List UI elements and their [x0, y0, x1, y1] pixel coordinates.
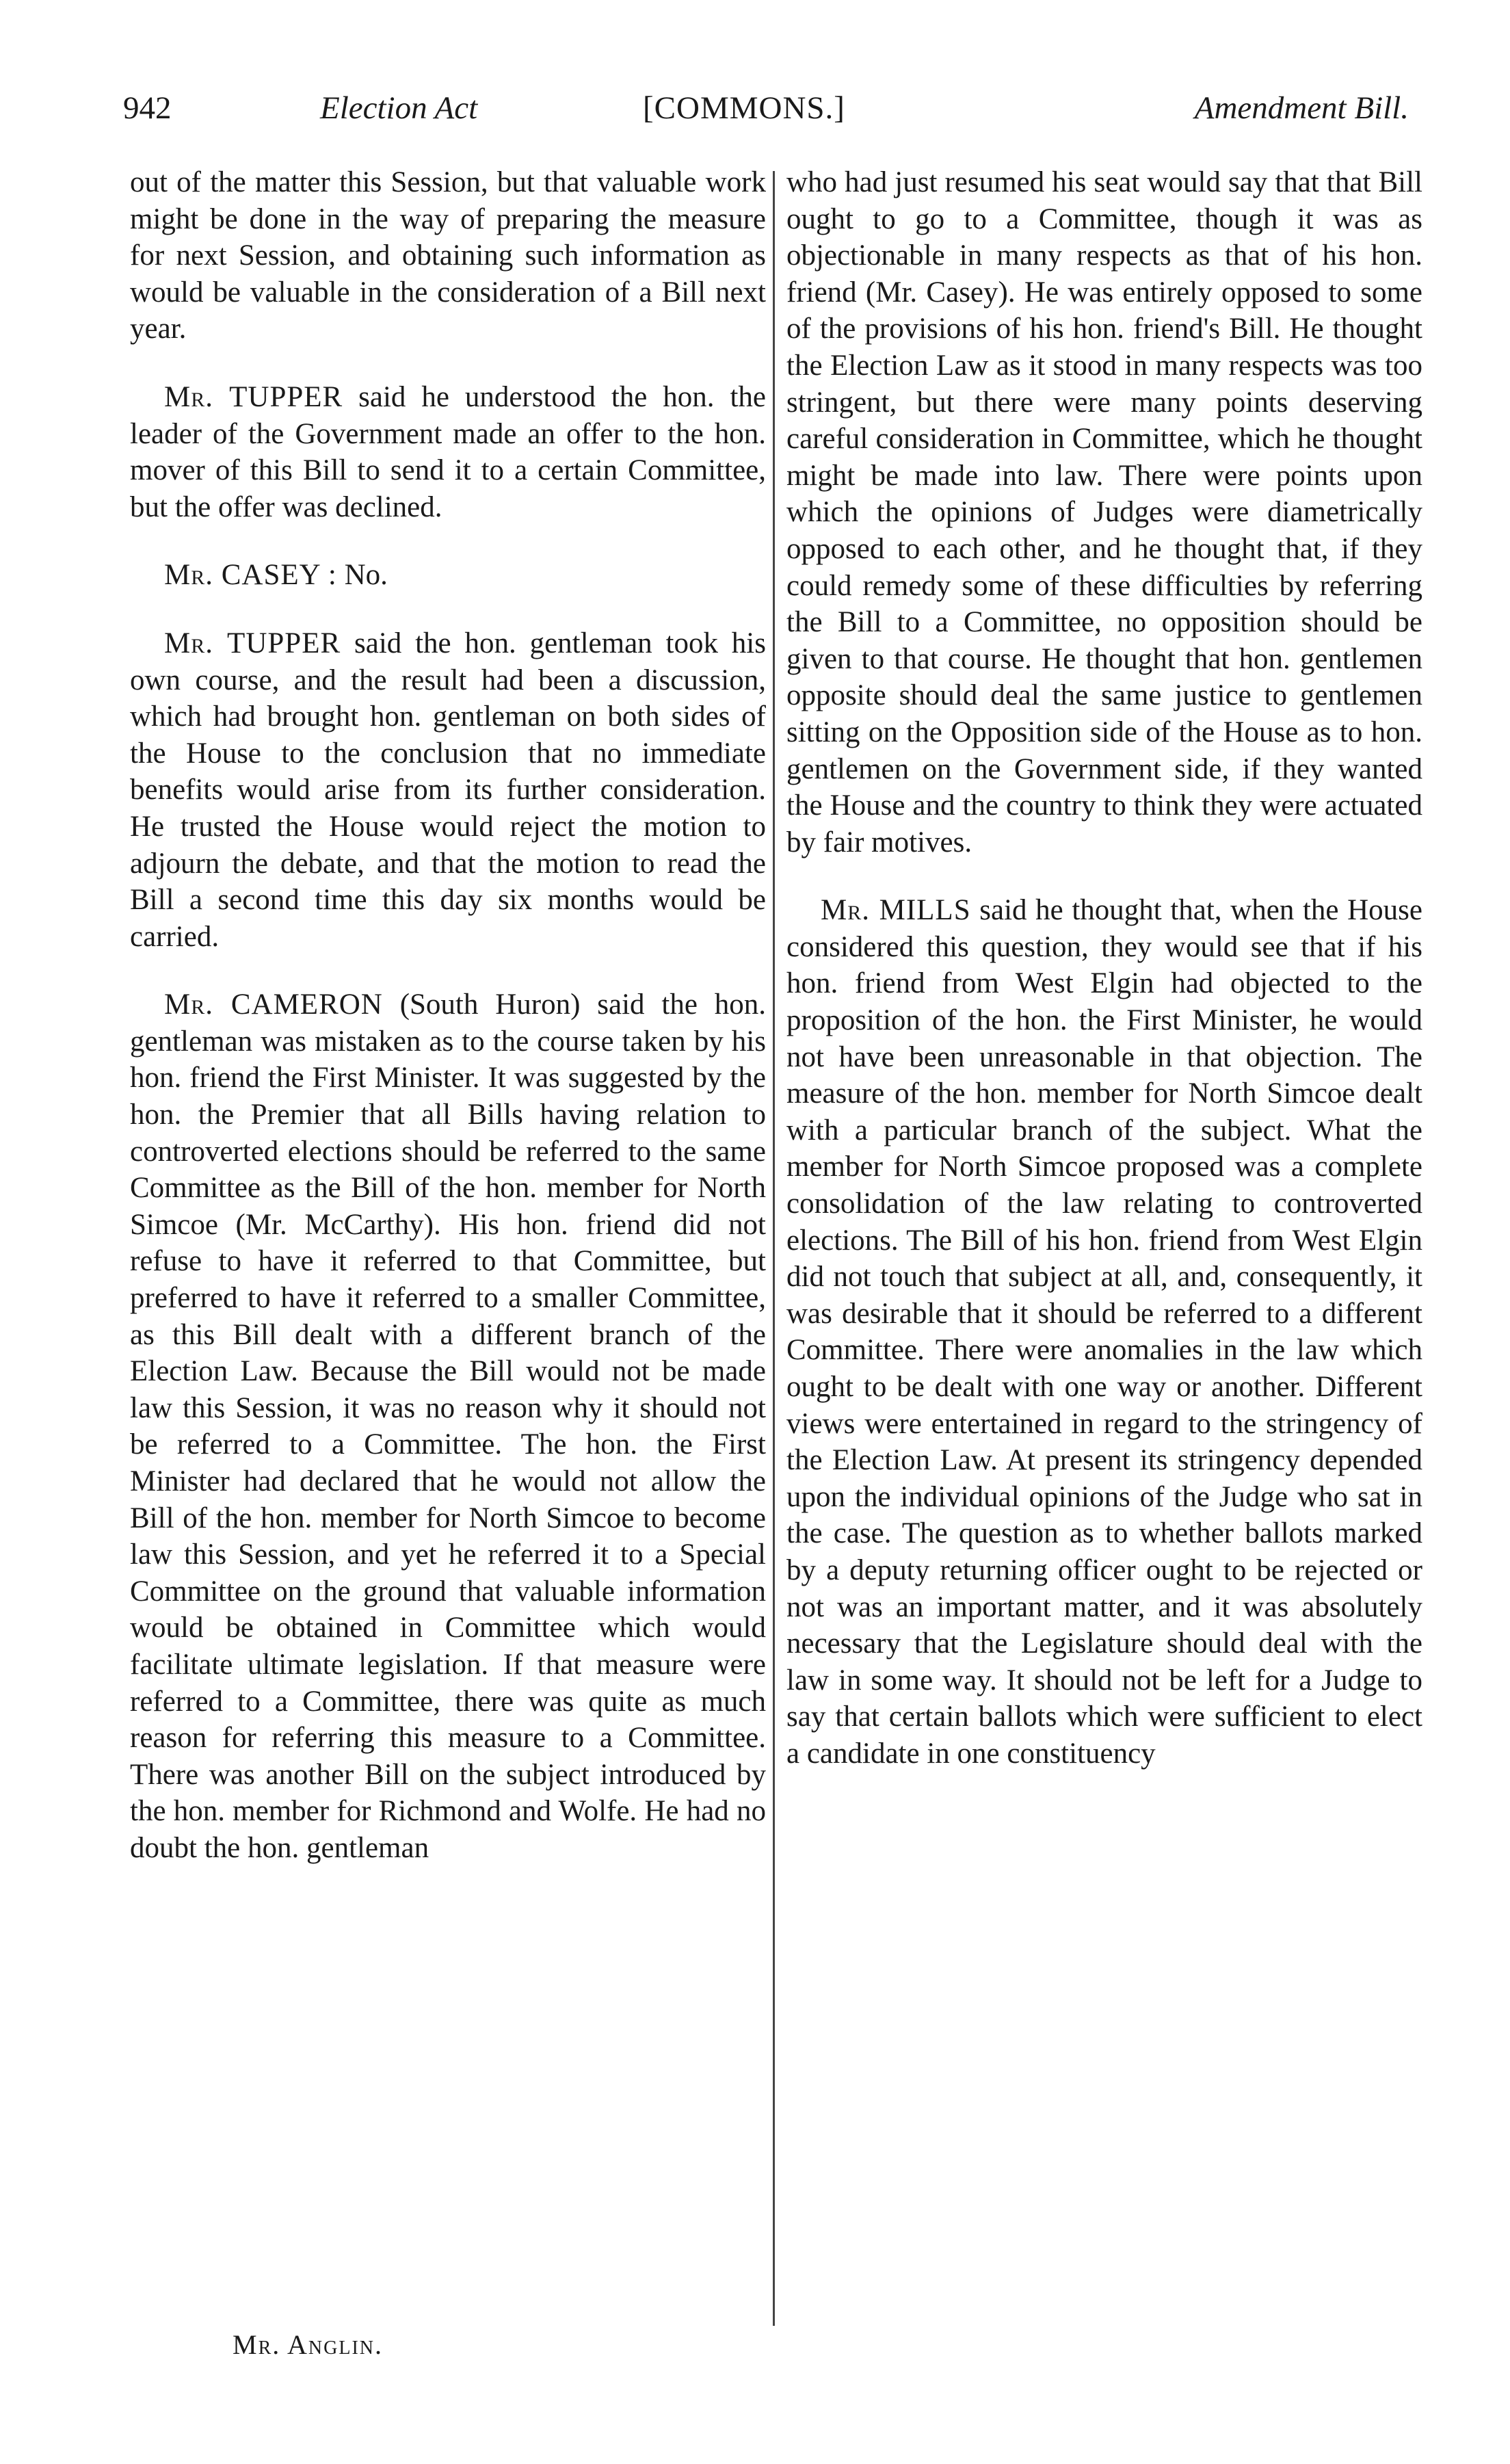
speaker-name: Mr. CASEY : [164, 559, 337, 592]
speaker-name: Mr. CAMERON [164, 988, 383, 1021]
speech-paragraph [130, 625, 766, 955]
speech-text: said he understood the hon. the leader of the Government made an offer to the hon. mover of this Bill to send it to a certain Committee, but the offer was declined. [130, 380, 766, 523]
speech-paragraph [130, 557, 766, 594]
speaker-name: Mr. MILLS [821, 894, 971, 927]
speech-text: No. [344, 559, 388, 592]
page-header [123, 88, 1409, 142]
paragraph-text: who had just resumed his seat would say that that Bill ought to go to a Committee, though it was as objectionable in many respects as that of his hon. friend (Mr. Casey). He was entirely opposed to some of the provisions of his hon. friend's Bill. He thought the Election Law as it stood in many respects was too stringent, but there were many points deserving careful consideration in Committee, which he thought might be made into law. There were points upon which the opinions of Judges were diametrically opposed to each other, and he thought that, if they could remedy some of these difficulties by referring the Bill to a Committee, no opposition should be given to that course. He thought that hon. gentlemen opposite should deal the same justice to gentlemen sitting on the Opposition side of the House as to hon. gentlemen on the Government side, if they wanted the House and the country to think they were actuated by fair motives. [786, 166, 1422, 859]
speaker-name: Mr. TUPPER [164, 627, 341, 659]
paragraph-text: out of the matter this Session, but that valuable work might be done in the way of preparing the measure for next Session, and obtaining such information as would be valuable in the consideration of a Bill next year. [130, 166, 766, 345]
page-number: 942 [123, 90, 172, 126]
running-title-right: Amendment Bill. [1194, 90, 1409, 126]
speech-paragraph [130, 986, 766, 1866]
speech-paragraph [786, 892, 1422, 1772]
running-title-left: Election Act [320, 90, 478, 126]
right-column [786, 164, 1422, 1804]
speaker-name: Mr. TUPPER [164, 380, 343, 413]
paragraph [786, 164, 1422, 861]
catchword: Mr. Anglin. [233, 2329, 384, 2360]
column-divider [773, 171, 775, 2326]
speech-paragraph [130, 379, 766, 525]
speech-text: (South Huron) said the hon. gentleman was mistaken as to the course taken by his hon. friend the First Minister. It was suggested by the hon. the Premier that all Bills having relation to controverted elections should be referred to the same Committee as the Bill of the hon. member for North Simcoe (Mr. McCarthy). His hon. friend did not refuse to have it referred to that Committee, but preferred to have it referred to a smaller Committee, as this Bill dealt with a different branch of the Election Law. Because the Bill would not be made law this Session, it was no reason why it should not be referred to a Committee. The hon. the First Minister had declared that he would not allow the Bill of the hon. member for North Simcoe to become law this Session, and yet he referred it to a Special Committee on the ground that valuable information would be obtained in Committee which would facilitate ultimate legislation. If that measure were referred to a Committee, there was quite as much reason for referring this measure to a Committee. There was another Bill on the subject introduced by the hon. member for Richmond and Wolfe. He had no doubt the hon. gentleman [130, 988, 766, 1864]
running-title-center: [COMMONS.] [643, 90, 845, 126]
left-column [130, 164, 766, 1898]
paragraph [130, 164, 766, 348]
speech-text: said he thought that, when the House considered this question, they would see that if his hon. friend from West Elgin had objected to the proposition of the hon. the First Minister, he would not have been unreasonable in that objection. The measure of the hon. member for North Simcoe dealt with a particular branch of the subject. What the member for North Simcoe proposed was a complete consolidation of the law relating to controverted elections. The Bill of his hon. friend from West Elgin did not touch that subject at all, and, consequently, it was desirable that it should be referred to a different Committee. There were anomalies in the law which ought to be dealt with one way or another. Different views were entertained in regard to the stringency of the Election Law. At present its stringency depended upon the individual opinions of the Judge who sat in the case. The question as to whether ballots marked by a deputy returning officer ought to be rejected or not was an important matter, and it was absolutely necessary that the Legislature should deal with the law in some way. It should not be left for a Judge to say that certain ballots which were sufficient to elect a candidate in one constituency [786, 894, 1422, 1770]
speech-text: said the hon. gentleman took his own course, and the result had been a discussion, which had brought hon. gentleman on both sides of the House to the conclusion that no immediate benefits would arise from its further consideration. He trusted the House would reject the motion to adjourn the debate, and that the motion to read the Bill a second time this day six months would be carried. [130, 627, 766, 953]
